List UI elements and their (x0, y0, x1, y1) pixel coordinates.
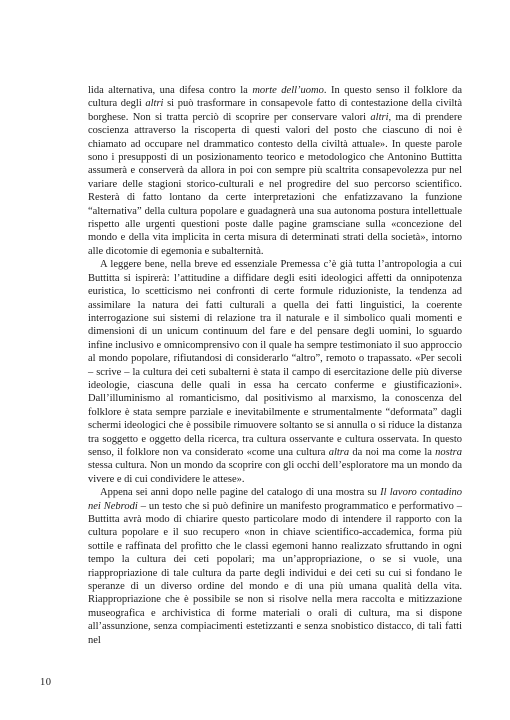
italic-text: Il lavoro contadino nei Nebrodi (88, 487, 462, 512)
italic-text: altri (145, 98, 164, 110)
page-number: 10 (40, 677, 52, 688)
italic-text: nostra (435, 446, 462, 458)
text-run: si può trasformare in consapevole fatto di contestazione della civiltà borghese. Non si tratta perciò di scoprire per conservare valori (88, 98, 462, 123)
paragraph (88, 486, 462, 647)
text-run: lida alternativa, una difesa contro la (88, 85, 253, 96)
italic-text: altra (328, 446, 350, 458)
text-run: Appena sei anni dopo nelle pagine del catalogo di una mostra su (100, 487, 381, 499)
text-run: . In questo senso il folklore da cultura degli (88, 85, 462, 110)
text-run: – un testo che si può definire un manifesto programmatico e performativo – Buttitta avrà modo di chiarire questo particolare modo di intendere il rapporto con la cultura popolare e il suo recupero «non in chiave scientifico-accademica, forma più sottile e raffinata del profitto che le classi egemoni hanno realizzato sfruttando in ogni tempo la cultura dei ceti popolari; ma un’appropriazione, o se si vuole, una riappropriazione di tale cultura da parte degli individui e dei ceti su cui si fondano le speranze di un diverso ordine del mondo e di una più umana qualità della vita. Riappropriazione che è possibile se non si risolve nella mera raccolta e mitizzazione museografica e archivistica di forme materiali o orali di cultura, ma si dispone all’assunzione, senza compiacimenti estetizzanti e senza snobistico distacco, di tali fatti nel (88, 500, 463, 646)
text-run: A leggere bene, nella breve ed essenziale Premessa c’è già tutta l’antropologia a cui Buttitta si ispirerà: l’attitudine a diffidare degli esiti ideologici affetti da onnipotenza euristica, lo scetticismo nei confronti di certe formule riduzioniste, la tendenza ad assimilare la natura dei fatti culturali a quella dei fatti linguistici, la coerente interrogazione sui sistemi di relazione tra il naturale e il simbolico quali momenti e dimensioni di un unicum continuum del fare e del pensare degli uomini, lo sguardo infine inclusivo e omnicomprensivo con il quale ha sempre testimoniato il suo approccio al mondo popolare, rifiutandosi di considerarlo “altro”, remoto o trapassato. «Per secoli – scrive – la cultura dei ceti subalterni è stata il campo di esercitazione delle più diverse ideologie, ciascuna delle quali in essa ha cercato conferme e giustificazioni». Dall’illuminismo al romanticismo, dal positivismo al marxismo, la conoscenza del folklore è stata sempre parziale e inevitabilmente e strumentalmente “deformata” dagli schermi ideologici che è possibile rimuovere soltanto se si annulla o si riduce la distanza tra soggetto e oggetto della ricerca, tra cultura osservante e cultura osservata. In questo senso, il folklore non va considerato «come una cultura (88, 259, 462, 458)
text-run: stessa cultura. Non un mondo da scoprire con gli occhi dell’esploratore ma un mondo da vivere e di cui condividere le attese». (88, 460, 462, 485)
text-run: , ma di prendere coscienza attraverso la riscoperta di questi valori del posto che ciascuno di noi è chiamato ad occupare nel drammatico contesto della civiltà attuale». In queste parole sono i presupposti di un posizionamento teorico e metodologico che Antonino Buttitta assumerà e conserverà da allora in poi con sempre più scaltrita consapevolezza pur nel variare delle stagioni storico-culturali e nel progredire del suo percorso scientifico. Resterà di fatto lontano da certe interpretazioni che enfatizzavano la funzione “alternativa” della cultura popolare e guadagnerà una sua autonoma postura intellettuale rispetto alle urgenti questioni poste dalle pagine gramsciane sulla «concezione del mondo e della vita implicita in certa misura di determinati strati della società», intorno alle dicotomie di egemonia e subalternità. (88, 111, 462, 257)
text-run: da noi ma come la (349, 446, 436, 458)
paragraph (88, 84, 462, 258)
italic-text: morte dell’uomo (252, 85, 324, 96)
body-text (88, 84, 462, 647)
italic-text: altri (370, 111, 389, 123)
paragraph (88, 258, 462, 486)
